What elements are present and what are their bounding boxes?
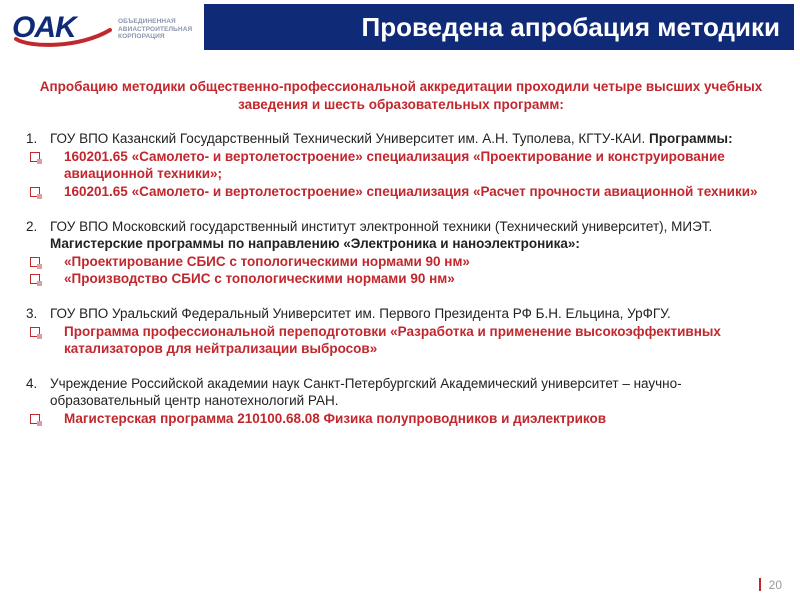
checkbox-bullet-icon [30, 152, 40, 162]
university-name: ГОУ ВПО Казанский Государственный Технический Университет им. А.Н. Туполева, КГТУ-КАИ. [50, 131, 646, 147]
university-item-4 [26, 375, 776, 410]
item-number: 2. [26, 218, 38, 234]
program-item: «Проектирование СБИС с топологическими нормами 90 нм» [26, 253, 776, 271]
university-name: ГОУ ВПО Уральский Федеральный Университет им. Первого Президента РФ Б.Н. Ельцина, УрФГУ. [50, 305, 671, 321]
logo-caption-line: КОРПОРАЦИЯ [118, 33, 165, 40]
page-title: Проведена апробация методики [361, 12, 780, 42]
checkbox-bullet-icon [30, 274, 40, 284]
item-number: 4. [26, 375, 38, 391]
checkbox-bullet-icon [30, 414, 40, 424]
footer-divider [759, 578, 761, 591]
program-item: «Производство СБИС с топологическими нормами 90 нм» [26, 270, 776, 288]
company-logo [10, 8, 193, 48]
university-suffix: Программы: [649, 131, 733, 147]
intro-text: Апробацию методики общественно-профессиональной аккредитации проходили четыре высших учебных заведения и шесть образовательных программ: [39, 79, 763, 112]
title-banner [204, 4, 794, 50]
program-item: 160201.65 «Самолето- и вертолетостроение» специализация «Расчет прочности авиационной техники» [26, 183, 776, 201]
university-name: Учреждение Российской академии наук Санкт-Петербургский Академический университет – научно-образовательный центр нанотехнологий РАН. [50, 375, 682, 409]
logo-mark-text: OAK [12, 11, 76, 44]
program-item: Магистерская программа 210100.68.08 Физика полупроводников и диэлектриков [26, 410, 776, 428]
oak-logo-mark [10, 8, 116, 48]
slide-body [26, 78, 776, 428]
item-number: 3. [26, 305, 38, 321]
logo-caption-line: АВИАСТРОИТЕЛЬНАЯ [118, 25, 193, 33]
logo-caption-line: ОБЪЕДИНЕННАЯ [118, 18, 176, 25]
university-item-3 [26, 305, 776, 323]
logo-caption [118, 18, 198, 41]
page-number: 20 [768, 578, 782, 592]
checkbox-bullet-icon [30, 257, 40, 267]
program-item: 160201.65 «Самолето- и вертолетостроение» специализация «Проектирование и конструирование авиационной техники»; [26, 148, 776, 183]
checkbox-bullet-icon [30, 187, 40, 197]
item-number: 1. [26, 131, 38, 147]
university-item-2 [26, 218, 776, 253]
checkbox-bullet-icon [30, 327, 40, 337]
university-suffix: Магистерские программы по направлению «Электроника и наноэлектроника»: [50, 236, 580, 252]
program-item: Программа профессиональной переподготовки «Разработка и применение высокоэффективных катализаторов для нейтрализации выбросов» [26, 323, 776, 358]
university-item-1 [26, 130, 776, 148]
page-footer [759, 578, 782, 592]
university-name: ГОУ ВПО Московский государственный институт электронной техники (Технический университет), МИЭТ. [50, 218, 713, 234]
